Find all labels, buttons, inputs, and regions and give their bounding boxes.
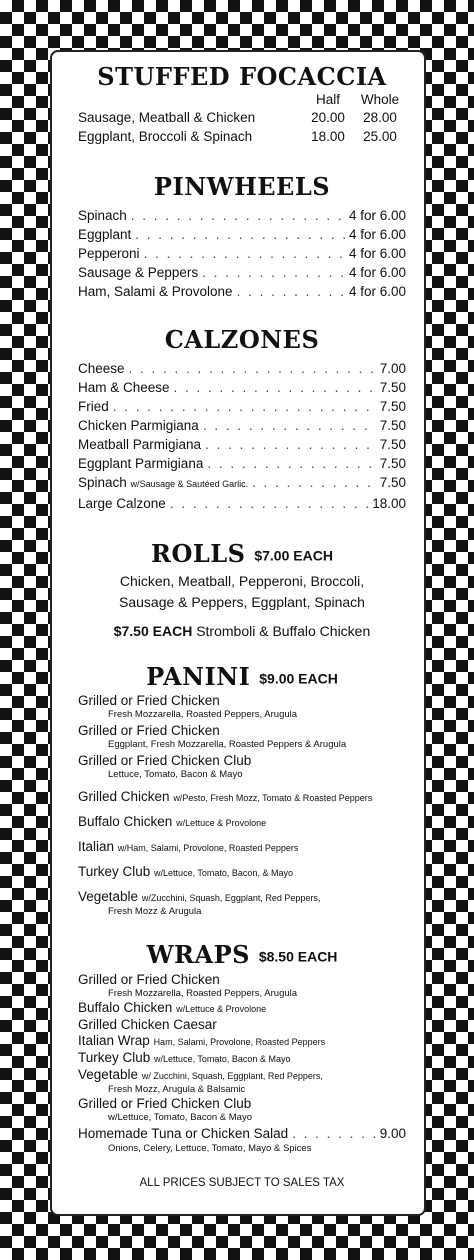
section-title-calzones: CALZONES [164, 325, 320, 354]
rolls-line-2: Sausage & Peppers, Eggplant, Spinach [119, 593, 365, 610]
list-item: Meatball Parmigiana . . . 7.50 [78, 435, 406, 454]
list-item: Buffalo Chicken w/Lettuce & Provolone [78, 999, 267, 1015]
list-item: Sausage & Peppers . . . 4 for 6.00 [78, 263, 406, 282]
focaccia-column-headers [78, 92, 406, 108]
list-item: Italian w/Ham, Salami, Provolone, Roasted Peppers [78, 839, 299, 854]
list-item: Grilled or Fried Chicken [78, 971, 220, 987]
list-item: Eggplant, Broccoli & Spinach 18.00 25.00 [78, 129, 397, 144]
list-item: Chicken Parmigiana . . . 7.50 [78, 416, 406, 435]
list-item: Grilled Chicken Caesar [78, 1016, 217, 1032]
list-item: Grilled or Fried Chicken [78, 693, 220, 708]
list-item: Italian Wrap Ham, Salami, Provolone, Roasted Peppers [78, 1032, 326, 1048]
list-item: Homemade Tuna or Chicken Salad . . . 9.00 [78, 1124, 406, 1143]
list-item: Ham, Salami & Provolone . . . 4 for 6.00 [78, 282, 406, 301]
list-item: Spinach w/Sausage & Sautéed Garlic. . . . 7.50 [78, 473, 406, 494]
list-item: Pepperoni . . . 4 for 6.00 [78, 244, 406, 263]
list-item: Ham & Cheese . . . 7.50 [78, 378, 406, 397]
list-item: Spinach . . . 4 for 6.00 [78, 206, 406, 225]
list-item: Grilled or Fried Chicken [78, 723, 220, 738]
list-item: Grilled or Fried Chicken Club [78, 1095, 252, 1111]
sales-tax-notice: ALL PRICES SUBJECT TO SALES TAX [139, 1176, 345, 1189]
list-item: Turkey Club w/Lettuce, Tomato, Bacon & Mayo [78, 1049, 291, 1065]
list-item: Cheese . . . 7.00 [78, 359, 406, 378]
rolls-extra: $7.50 EACH Stromboli & Buffalo Chicken [113, 622, 371, 639]
list-item: Sausage, Meatball & Chicken 20.00 28.00 [78, 110, 397, 125]
list-item: Turkey Club w/Lettuce, Tomato, Bacon, & Mayo [78, 864, 293, 879]
section-title-pinwheels: PINWHEELS [153, 172, 331, 201]
list-item: Vegetable w/Zucchini, Squash, Eggplant, Red Peppers, [78, 889, 321, 904]
list-item: Eggplant . . . 4 for 6.00 [78, 225, 406, 244]
list-item: Eggplant Parmigiana . . . 7.50 [78, 454, 406, 473]
menu-content: STUFFED FOCACCIA Half Whole Sausage, Meatball & Chicken 20.00 28.00 Eggplant, Broccoli & Spinach 18.00 25.00 PINWHEELS Spinach . . . 4 for 6.00 Eggplant . . . 4 for 6.00 Pepperoni . . . 4 for 6.00 Sausage & Peppers . . . 4 for 6.00 Ham, Salami & Provolone . . . 4 for 6.00 CALZONES Cheese . . . 7.00 Ham & Cheese . . . 7.50 Fried . . . 7.50 Chicken Parmigiana . . . 7.50 Meatball Parmigiana . . . 7.50 Eggplant Parmigiana . . . 7.50 Spinach w/Sausage & Sautéed Garlic. . . . 7.50 Large Calzone . . . 18.00 ROLLS $7.00 EACH Chicken, Meatball, Pepperoni, Broccoli, Sausage & Peppers, Eggplant, Spinach $7.50 EACH Stromboli & Buffalo Chicken PANINI $9.00 EACH Grilled or Fried Chicken Fresh Mozzarella, Roasted Peppers, Arugula Grilled or Fried Chicken Eggplant, Fresh Mozzarella, Roasted Peppers & Arugula Grilled or Fried Chicken Club Lettuce, Tomato, Bacon & Mayo Grilled Chicken w/Pesto, Fresh Mozz, Tomato & Roasted Peppers Buffalo Chicken w/Lettuce & Provolone Italian w/Ham, Salami, Provolone, Roasted Peppers Turkey Club w/Lettuce, Tomato, Bacon, & Mayo Vegetable w/Zucchini, Squash, Eggplant, Red Peppers, Fresh Mozz & Arugula WRAPS $8.50 EACH Grilled or Fried Chicken Fresh Mozzarella, Roasted Peppers, Arugula Buffalo Chicken w/Lettuce & Provolone Grilled Chicken Caesar Italian Wrap Ham, Salami, Provolone, Roasted Peppers Turkey Club w/Lettuce, Tomato, Bacon & Mayo Vegetable w/ Zucchini, Squash, Eggplant, Red Peppers, Fresh Mozz, Arugula & Balsamic Grilled or Fried Chicken Club w/Lettuce, Tomato, Bacon & Mayo Homemade Tuna or Chicken Salad . . . 9.00 Onions, Celery, Lettuce, Tomato, Mayo & Spices ALL PRICES SUBJECT TO SALES TAX [78, 62, 406, 1189]
list-item: Grilled or Fried Chicken Club [78, 753, 252, 768]
section-title-stuffed-focaccia: STUFFED FOCACCIA [97, 62, 387, 91]
list-item: Large Calzone . . . 18.00 [78, 494, 406, 513]
section-title-panini: PANINI $9.00 EACH [146, 661, 338, 691]
rolls-line-1: Chicken, Meatball, Pepperoni, Broccoli, [119, 572, 365, 589]
list-item: Buffalo Chicken w/Lettuce & Provolone [78, 814, 267, 829]
list-item: Vegetable w/ Zucchini, Squash, Eggplant, Red Peppers, [78, 1066, 323, 1082]
list-item: Fried . . . 7.50 [78, 397, 406, 416]
col-half: Half [315, 92, 340, 107]
list-item: Grilled Chicken w/Pesto, Fresh Mozz, Tomato & Roasted Peppers [78, 789, 373, 804]
section-title-wraps: WRAPS $8.50 EACH [146, 940, 338, 969]
section-title-rolls: ROLLS $7.00 EACH [151, 539, 333, 568]
col-whole: Whole [360, 92, 400, 107]
